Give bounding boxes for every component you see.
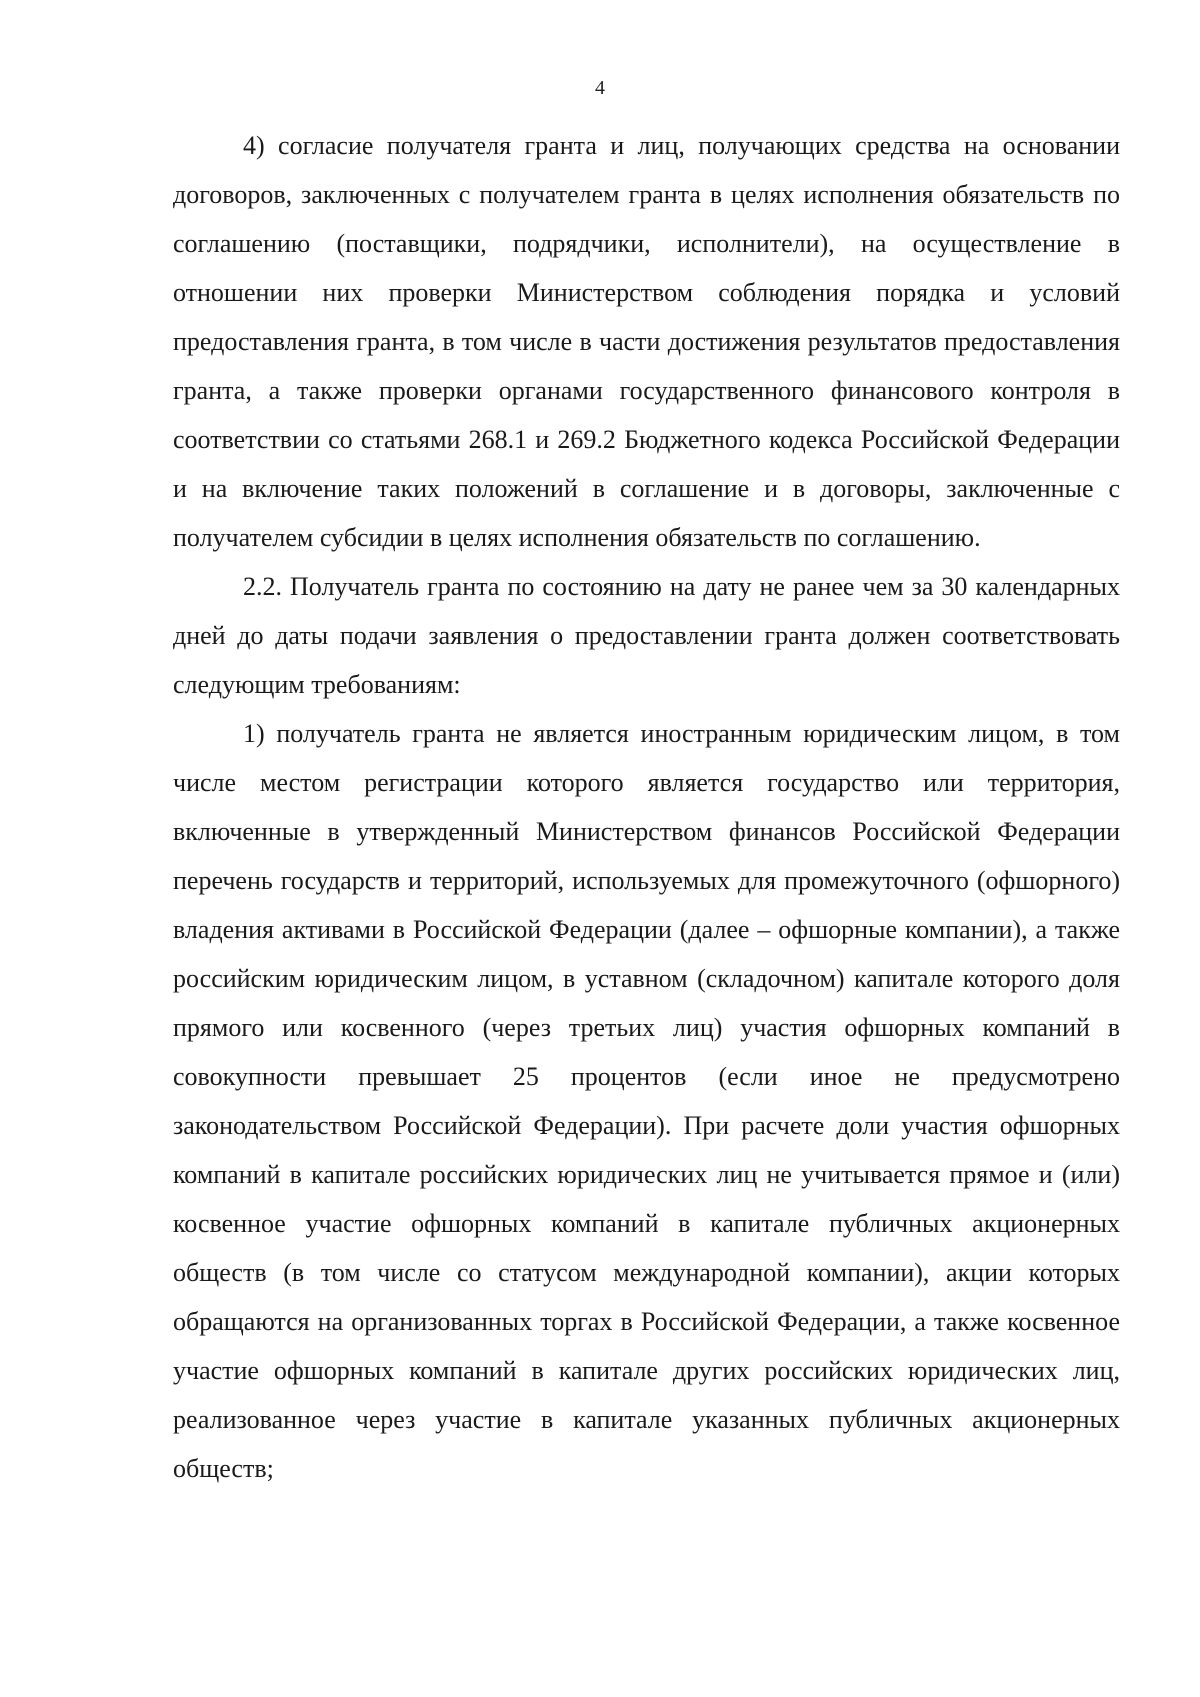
paragraph-requirement-1: 1) получатель гранта не является иностранным юридическим лицом, в том числе местом регистрации которого является государство или территория, включенные в утвержденный Министерством финансов Российской Федерации перечень государств и территорий, используемых для промежуточного (офшорного) владения активами в Российской Федерации (далее – офшорные компании), а также российским юридическим лицом, в уставном (складочном) капитале которого доля прямого или косвенного (через третьих лиц) участия офшорных компаний в совокупности превышает 25 процентов (если иное не предусмотрено законодательством Российской Федерации). При расчете доли участия офшорных компаний в капитале российских юридических лиц не учитывается прямое и (или) косвенное участие офшорных компаний в капитале публичных акционерных обществ (в том числе со статусом международной компании), акции которых обращаются на организованных торгах в Российской Федерации, а также косвенное участие офшорных компаний в капитале других российских юридических лиц, реализованное через участие в капитале указанных публичных акционерных обществ; bbox=[173, 719, 1120, 1483]
document-body bbox=[173, 121, 1120, 1493]
paragraph-requirements-intro: 2.2. Получатель гранта по состоянию на дату не ранее чем за 30 календарных дней до даты подачи заявления о предоставлении гранта должен соответствовать следующим требованиям: bbox=[173, 572, 1120, 699]
paragraph-consent: 4) согласие получателя гранта и лиц, получающих средства на основании договоров, заключенных с получателем гранта в целях исполнения обязательств по соглашению (поставщики, подрядчики, исполнители), на осуществление в отношении них проверки Министерством соблюдения порядка и условий предоставления гранта, в том числе в части достижения результатов предоставления гранта, а также проверки органами государственного финансового контроля в соответствии со статьями 268.1 и 269.2 Бюджетного кодекса Российской Федерации и на включение таких положений в соглашение и в договоры, заключенные с получателем субсидии в целях исполнения обязательств по соглашению. bbox=[173, 131, 1120, 552]
page-number: 4 bbox=[595, 77, 605, 99]
